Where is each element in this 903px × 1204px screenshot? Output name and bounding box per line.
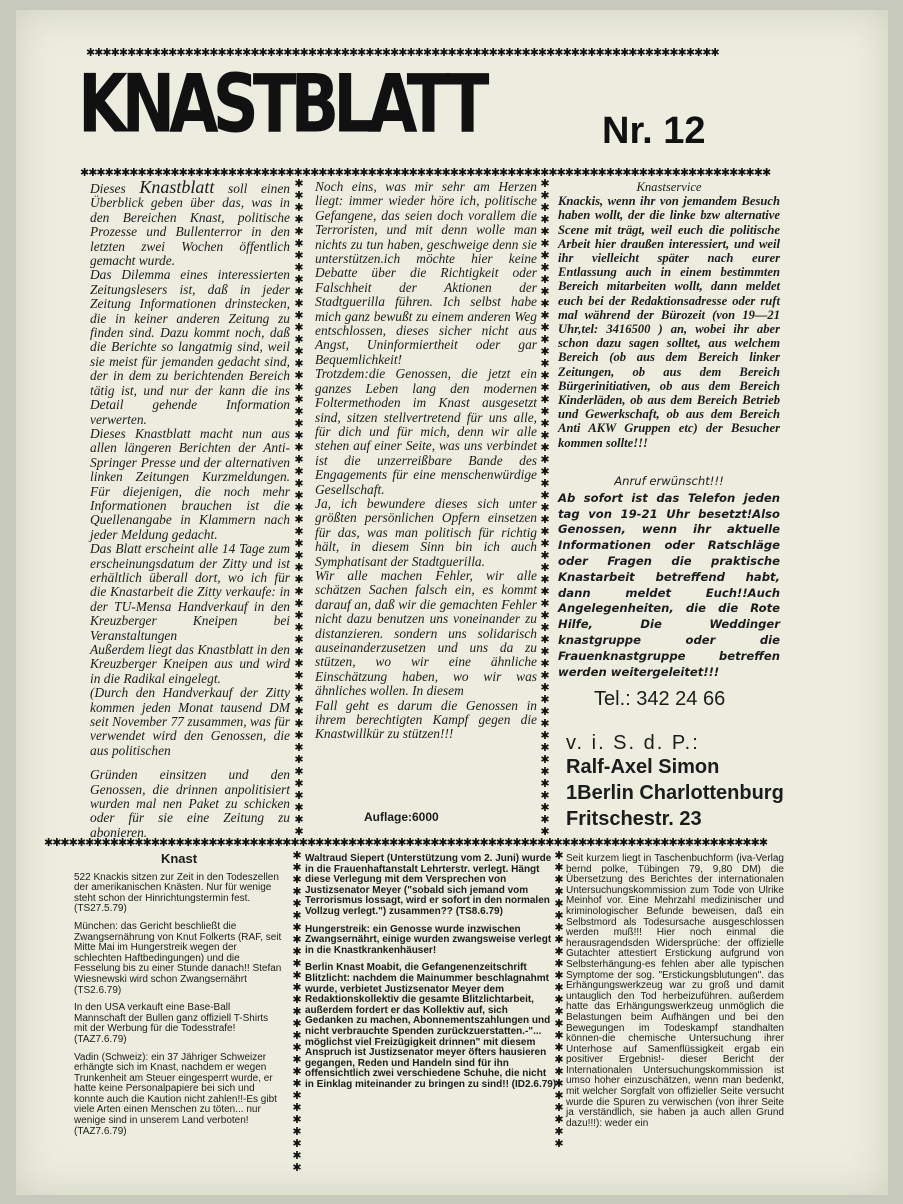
knast-news-right [566, 854, 784, 1174]
paragraph: (Durch den Handverkauf der Zitty kommen jeden Monat tausend DM seit November 77 zusammen, was für verwendet wird den Genossen, die aus politischen [90, 685, 290, 758]
knastservice-title: Knastservice [636, 180, 702, 194]
paragraph: Fall geht es darum die Genossen in ihrem berechtigten Kampf gegen die Knastwillkür zu stützen!!! [315, 697, 537, 742]
visdp-label: v. i. S. d. P.: [566, 732, 700, 754]
telephone: Tel.: 342 24 66 [594, 688, 726, 710]
paragraph: Außerdem liegt das Knastblatt in den Kreuzberger Kneipen aus und wird in die Radikal eingelegt. [90, 642, 290, 686]
anruf-text: Ab sofort ist das Telefon jeden tag von 19-21 Uhr besetzt!Also Genossen, wenn ihr aktuelle Informationen oder Ratschläge oder Fragen die praktische Knastarbeit betreffend habt, dann meldet Euch!!Auch Angelegenheiten, die die Rote Hilfe, Die Weddinger knastgruppe oder die Frauenknastgruppe betreffen werden weitergeleitet!!! [558, 490, 780, 679]
news-item: Hungerstreik: ein Genosse wurde inzwischen Zwangsernährt, einige wurden zwangsweise verlegt in die Knastkrankenhäuser! [305, 923, 552, 956]
issue-number: Nr. 12 [602, 110, 706, 152]
news-item: Vadin (Schweiz): ein 37 Jähriger Schweizer erhängte sich im Knast, nachdem er wegen Trunkenheit am Steuer eingesperrt wurde, er hatte keine Personalpapiere bei sich und konnte auch die Kaution nicht zahlen!!-Es gibt viele Arten einen Menschen zu töten... nur wenige sind in unserem Land verboten! (TAZ7.6.79) [74, 1051, 277, 1137]
top-star-border: ✱✱✱✱✱✱✱✱✱✱✱✱✱✱✱✱✱✱✱✱✱✱✱✱✱✱✱✱✱✱✱✱✱✱✱✱✱✱✱✱✱✱✱✱✱✱✱✱✱✱✱✱✱✱✱✱✱✱✱✱✱✱✱✱✱✱✱✱✱✱✱✱✱✱✱✱✱ [86, 46, 719, 59]
intro-column [90, 177, 290, 840]
editorial-column [315, 180, 537, 760]
news-item: München: das Gericht beschließt die Zwangsernährung von Knut Folkerts (RAF, seit Mitte Mai im Hungerstreik wegen der schlechten Haftbedingungen) und die Fesselung bis zu einer Stunde danach!! Stefan Wiesnewski wird schon Zwangsernährt (TS2.6.79) [74, 920, 282, 996]
news-item: Berlin Knast Moabit, die Gefangenenzeitschrift Blitzlicht: nachdem die Mainummer beschlagnahmt wurde, verbietet Justizsenator Meyer dem Redaktionskollektiv die gesamte Blitzlichtarbeit, außerdem fordert er das Kollektiv auf, sich Gedanken zu machen, Abonnementszahlungen und nicht verbrauchte Spenden zurückzuerstatten.-"... möglichst viel Freizügigkeit drinnen" mit diesem Anspruch ist Justizsenator meyer öfters hausieren gegangen, Reden und Handeln sind für ihn offensichtlich zwei verschiedene Schuhe, die nicht in Einklag miteinander zu bringen zu sind!! (ID2.6.79) [305, 962, 557, 1090]
knastservice-text: Knackis, wenn ihr von jemandem Besuch haben wollt, der die linke bzw alternative Scene mit trägt, weil euch die politische Arbeit hier draußen interessiert, und weil ihr vielleicht später nach eurer Entlassung auch in einem bestimmten Bereich mitarbeiten wollt, dann meldet euch bei der Redaktionsadresse oder ruft mal während der Bürozeit (von 19—21 Uhr,tel: 3416500 ) an, wobei ihr aber schon dazu sagen solltet, aus welchem Bereich (ob aus dem Bereich linker Zeitungen, ob aus dem Bereich Bürgerinitiativen, ob aus dem Bereich Kinderläden, ob aus dem Bereich Betrieb und Gewerkschaft, ob aus dem Bereich Anti AKW Gruppen etc) der Besucher kommen sollte!!! [558, 194, 780, 450]
news-item: 522 Knackis sitzen zur Zeit in den Todeszellen der amerikanischen Knästen. Nur für wenige steht schon der Hinrichtungstermin fest. (TS27.5.79) [74, 871, 279, 915]
news-item: Seit kurzem liegt in Taschenbuchform (iva-Verlag bernd polke, Tübingen 79, 9,80 DM) die Übersetzung des Berichtes der internationalen Untersuchungskommission zum Tode von Ulrike Meinhof vor. Eine Mehrzahl medizinischer und kriminologischer Befunde beweisen, daß ein Selbstmord als Todesursache ausgeschlossen werden muß!!! Hier noch einmal die herausragendsden Widersprüche: der offizielle Gutachter attestiert Erstickung aufgrund von Selbsterhängung-es fehlen aber alle typischen Symptome der sog. "Erstickungsblutungen". das Erhängungswerkzeug war zu groß und damit untauglich den Tod herbeizuführen. außerdem hatte das Erhängungswerkzeug unmöglich die Belastungen beim Aufhängen und bei den Bewegungen im Todeskampf standhalten können-die chemische Untersuchung ihrer Unterhose auf Samenflüssigkeit ergab ein positiver Ergebnis!- dieser Bericht der Internationalen Untersuchungskommission ist umso hoher einzuschätzen, wenn man bedenkt, mit welcher Sorgfalt von offizieller Seite versucht wurde die Spuren zu verwischen (von ihrer Seite ja verständlich, sie haben ja auch allen Grund dazu!!!): weder ein [566, 853, 784, 1129]
bottom-divider-left: ✱✱✱✱✱✱✱✱✱✱✱✱✱✱✱✱✱✱✱✱✱✱✱✱✱✱✱ [292, 849, 302, 1174]
news-item: In den USA verkauft eine Base-Ball Mannschaft der Bullen ganz offiziell T-Shirts mit der Werbung für die Todesstrafe! (TAZ7.6.79) [74, 1002, 269, 1045]
news-item: Waltraud Siepert (Unterstützung vom 2. Juni) wurde in die Frauenhaftanstalt Lehrterstr. verlegt. Hängt diese Verlegung mit dem Versprechen von Justizsenator Meyer ("sobald sich jemand vom Terrorismus lossagt, wird er sofort in den normalen Vollzug verlegt.") zusammen?? (TS8.6.79) [305, 853, 552, 917]
publisher-street: Fritschestr. 23 [566, 808, 702, 830]
publisher-city: 1Berlin Charlottenburg [566, 782, 784, 804]
publisher-name: Ralf-Axel Simon [566, 756, 720, 778]
knast-news-left [74, 851, 284, 1184]
paragraph: Dieses Knastblatt macht nun aus allen längeren Berichten der Anti-Springer Presse und der alternativen linken Zeitungen Kurzmeldungen. Für diejenigen, die noch mehr Informationen brauchen ist die Quellenangabe in Klammern nach jeder Meldung gedacht. [90, 425, 290, 542]
bottom-divider-right: ✱✱✱✱✱✱✱✱✱✱✱✱✱✱✱✱✱✱✱✱✱✱✱✱✱ [554, 849, 564, 1150]
paragraph: Wir alle machen Fehler, wir alle schätzen Sachen falsch ein, es kommt darauf an, daß wir die gemachten Fehler nicht dazu benutzen uns voneinander zu distanzieren. sondern uns solidarisch auseinanderzusetzen und uns da zu stützen, wo wir eine ähnliche Einschätzung haben, wo wir was ähnliches wollen. In diesem [315, 567, 537, 699]
anruf-title: Anruf erwünscht!!! [614, 474, 724, 488]
print-run: Auflage:6000 [364, 810, 439, 824]
anruf-box [558, 474, 780, 679]
paragraph: Das Blatt erscheint alle 14 Tage zum erscheinungsdatum der Zitty und ist erhältlich überall dort, wo ich für die Knastarbeit die Zitty verkaufe: in der TU-Mensa Handverkauf in den Kreuzberger Kneipen bei Veranstaltungen [90, 541, 290, 643]
masthead-logo: KNASTBLATT [78, 58, 484, 152]
paragraph: Gründen einsitzen und den Genossen, die drinnen anpolitisiert wurden mal nen Paket zu schicken oder für sie eine Zeitung zu abonieren. [90, 767, 290, 840]
paragraph: Noch eins, was mir sehr am Herzen liegt: immer wieder höre ich, politische Gefangene, das seien doch vorallem die Terroristen, und mit denn wolle man nichts zu tun haben, geschweige denn sie unterstützen.ich möchte hier keine Debatte über die Richtigkeit oder Falschheit der Aktionen der Stadtguerilla führen. Ich selbst habe mich ganz bewußt zu einem anderen Weg entschlossen, dieses sicher nicht aus Angst, Uninformiertheit oder gar Bequemlichkeit! [315, 179, 537, 367]
knast-section-title: Knast [160, 851, 198, 866]
column-divider-left: ✱✱✱✱✱✱✱✱✱✱✱✱✱✱✱✱✱✱✱✱✱✱✱✱✱✱✱✱✱✱✱✱✱✱✱✱✱✱✱✱✱✱✱✱✱✱✱✱✱✱✱✱✱✱✱ [294, 177, 304, 838]
paragraph: Das Dilemma eines interessierten Zeitungslesers ist, daß in jeder Zeitung Informationen drinstecken, die in keiner anderen Zeitung zu finden sind. Dazu kommt noch, daß die Berichte so langatmig sind, weil sie meist für jemanden gedacht sind, der in dem zu berichtenden Bereich tätig ist, und nur der kann die ins Detail gehende Information verwerten. [90, 267, 290, 427]
knast-news-middle [305, 854, 557, 1164]
intro-paragraph: Dieses Knastblatt soll einen Überblick geben über das, was in den Bereichen Knast, politische Prozesse und Bullenterror in den letzten zwei Wochen öffentlich gemacht wurde. [90, 177, 290, 269]
paragraph: Ja, ich bewundere dieses sich unter größten persönlichen Opfern einsetzen für das, was man politisch für richtig hält, in diesem Sinn bin ich auch Symphatisant der Stadtguerilla. [315, 495, 537, 569]
header-star-border: ✱✱✱✱✱✱✱✱✱✱✱✱✱✱✱✱✱✱✱✱✱✱✱✱✱✱✱✱✱✱✱✱✱✱✱✱✱✱✱✱✱✱✱✱✱✱✱✱✱✱✱✱✱✱✱✱✱✱✱✱✱✱✱✱✱✱✱✱✱✱✱✱✱✱✱✱✱✱✱✱✱✱✱✱ [80, 166, 771, 179]
paragraph: Trotzdem:die Genossen, die jetzt ein ganzes Leben lang den modernen Foltermethoden im Knast ausgesetzt sind, sitzen stellvertretend für uns alle, für dich und für mich, denn wir alle stehen auf einer Seite, was uns verbindet ist die unzerreißbare Bande des Engagements für eine menschenwürdige Gesellschaft. [315, 366, 537, 497]
column-divider-right: ✱✱✱✱✱✱✱✱✱✱✱✱✱✱✱✱✱✱✱✱✱✱✱✱✱✱✱✱✱✱✱✱✱✱✱✱✱✱✱✱✱✱✱✱✱✱✱✱✱✱✱✱✱✱✱ [540, 177, 550, 838]
knastblatt-name: Knastblatt [139, 177, 215, 197]
bottom-star-border: ✱✱✱✱✱✱✱✱✱✱✱✱✱✱✱✱✱✱✱✱✱✱✱✱✱✱✱✱✱✱✱✱✱✱✱✱✱✱✱✱✱✱✱✱✱✱✱✱✱✱✱✱✱✱✱✱✱✱✱✱✱✱✱✱✱✱✱✱✱✱✱✱✱✱✱✱✱✱✱✱✱✱✱✱✱✱✱✱ [44, 836, 768, 849]
